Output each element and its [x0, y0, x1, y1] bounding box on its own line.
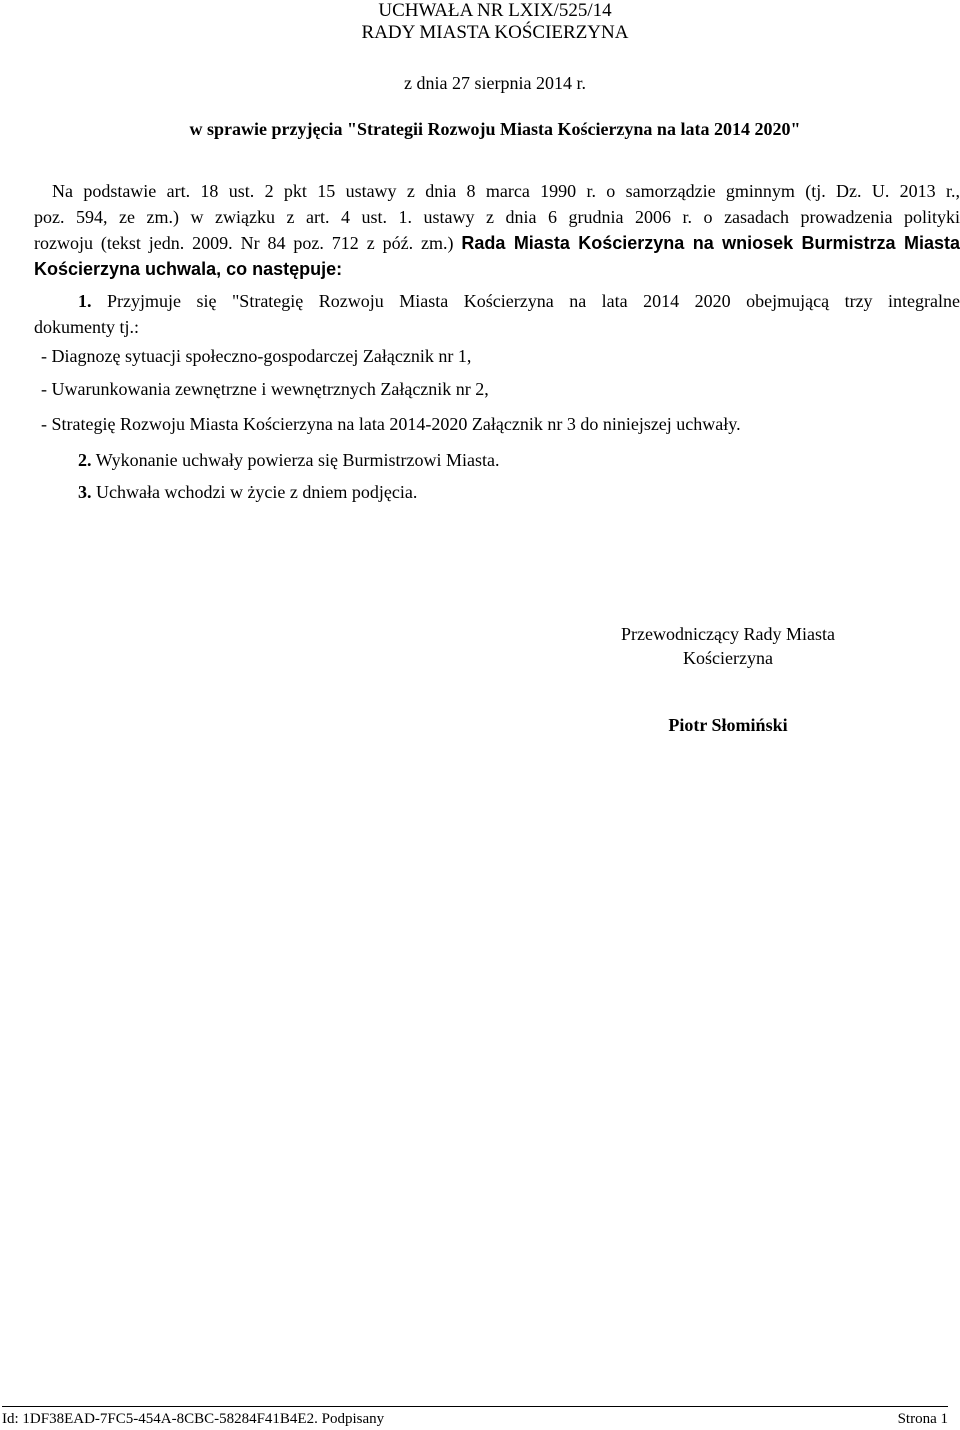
- list-item: - Diagnozę sytuacji społeczno-gospodarczej Załącznik nr 1,: [41, 346, 472, 366]
- section-1-line: dokumenty tj.:: [34, 317, 139, 337]
- legal-basis-line: [34, 230, 960, 256]
- section-2-marker: 2.: [78, 450, 92, 470]
- list-item: - Strategię Rozwoju Miasta Kościerzyna na lata 2014-2020 Załącznik nr 3 do niniejszej uchwały.: [41, 414, 741, 434]
- section-2-text: Wykonanie uchwały powierza się Burmistrzowi Miasta.: [95, 450, 500, 470]
- section-3-text: Uchwała wchodzi w życie z dniem podjęcia.: [96, 482, 418, 502]
- document-date: z dnia 27 sierpnia 2014 r.: [404, 73, 586, 93]
- section-2: [78, 448, 500, 472]
- section-1-text: Przyjmuje się "Strategię Rozwoju Miasta Kościerzyna na lata 2014 2020 obejmującą trzy integralne: [107, 291, 960, 311]
- section-1-line: [34, 288, 960, 314]
- section-1-marker: 1.: [78, 291, 92, 311]
- legal-basis-paragraph: [34, 178, 960, 282]
- signatory-role: Przewodniczący Rady Miasta: [621, 624, 835, 644]
- signatory-role-city: Kościerzyna: [683, 648, 773, 668]
- signatory-name: Piotr Słomiński: [668, 715, 788, 735]
- list-item: - Uwarunkowania zewnętrzne i wewnętrznych Załącznik nr 2,: [41, 379, 489, 399]
- legal-basis-line: Na podstawie art. 18 ust. 2 pkt 15 ustawy z dnia 8 marca 1990 r. o samorządzie gminnym (tj. Dz. U. 2013 r.,: [52, 181, 960, 201]
- section-3: [78, 480, 417, 504]
- document-id: Id: 1DF38EAD-7FC5-454A-8CBC-58284F41B4E2. Podpisany: [2, 1411, 385, 1427]
- section-1: [34, 288, 960, 340]
- page-number: Strona 1: [897, 1411, 948, 1427]
- section-3-marker: 3.: [78, 482, 92, 502]
- page-footer: [2, 1406, 948, 1428]
- legal-basis-line: poz. 594, ze zm.) w związku z art. 4 ust. 1. ustawy z dnia 6 grudnia 2006 r. o zasadach prowadzenia polityki: [34, 207, 960, 227]
- document-title: UCHWAŁA NR LXIX/525/14: [378, 0, 612, 21]
- document-subject: w sprawie przyjęcia "Strategii Rozwoju Miasta Kościerzyna na lata 2014 2020": [189, 119, 801, 139]
- legal-basis-citation: rozwoju (tekst jedn. 2009. Nr 84 poz. 712 z póź. zm.): [34, 233, 454, 253]
- issuing-body: RADY MIASTA KOŚCIERZYNA: [361, 22, 629, 43]
- enacting-clause-end: Kościerzyna uchwala, co następuje:: [34, 259, 343, 279]
- enacting-clause: Rada Miasta Kościerzyna na wniosek Burmistrza Miasta: [461, 233, 960, 253]
